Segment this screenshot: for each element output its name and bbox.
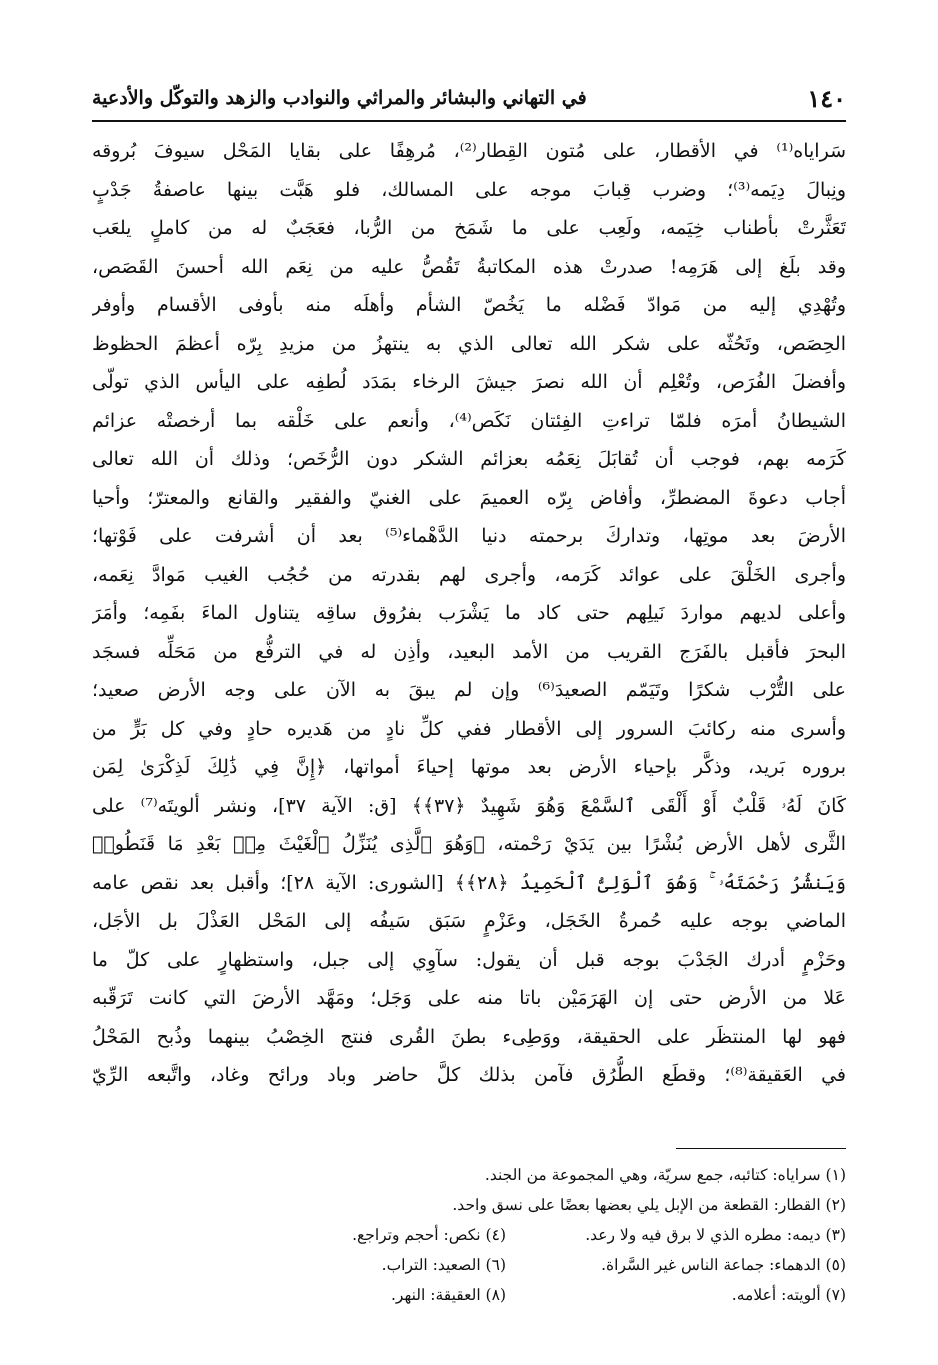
text-line: بروره بَريد، وذكَّر بإحياء الأرض بعد موتها إحياءَ أمواتها، ﴿إِنَّ فِي ذَٰلِكَ لَذِكْرَىٰ لِمَن bbox=[92, 756, 846, 778]
footnote-8: (٨) العقيقة: النهر. bbox=[390, 1286, 506, 1304]
text-line: وتُهْدِي إليه من مَوادّ فَضْله ما يَخُصّ الشأم وأهلَه منه بأوفى الأقسام وأوفر bbox=[92, 294, 846, 316]
text-line: فهو لها المنتظَر على الحقيقة، ووَطِىء بطنَ القُرى فنتج الخِصْبُ بينهما وذُبح المَحْلُ bbox=[92, 1025, 846, 1048]
page-number: ١٤٠ bbox=[807, 83, 846, 113]
text-line: البحرَ فأقبل بالفَرَج القريب من الأمد البعيد، وأذِن له في الترفُّع من مَحَلِّه فسجَد bbox=[92, 640, 846, 663]
text-line: وَيَنشُرُ رَحْمَتَهُۥ ۚ وَهُوَ ٱلْوَلِىُّ ٱلْحَمِيدُ ﴿٢٨﴾﴾ [الشورى: الآية ٢٨]؛ وأقبل بعد نقص عامه bbox=[92, 871, 846, 894]
footnote-3: (٣) ديمه: مطره الذي لا برق فيه ولا رعد. bbox=[585, 1226, 846, 1244]
text-line: عَلا من الأرض حتى إن الهَرَمَيْن باتا منه على وَجَل؛ ومَهَّد الأرضَ التي كانت تَرَقّبه bbox=[92, 987, 846, 1009]
footnote-row bbox=[92, 1280, 846, 1310]
footnote-6: (٦) الصعيد: التراب. bbox=[381, 1256, 506, 1274]
text-line: الماضي بوجه عليه حُمرةُ الخَجَل، وعَزْمٍ سَبَق سَيفُه إلى المَحْل العَذْلَ بل الأجَل، bbox=[92, 910, 846, 932]
text-line: وأفضلَ الفُرَص، وتُعْلِم أن الله نصرَ جيشَ الرخاء بمَدَد لُطفِه على اليأس الذي تولّى bbox=[92, 371, 846, 393]
body-text bbox=[92, 132, 846, 1095]
text-line: وأجرى الخَلْقَ على عوائد كَرَمه، وأجرى لهم بقدرته من حُجُب الغيب مَوادَّ نِعَمه، bbox=[92, 563, 846, 586]
text-line: سَراياه⁽¹⁾ في الأقطار، على مُتون القِطار⁽²⁾، مُرهِفًا على بقايا المَحْل سيوفَ بُروقه bbox=[92, 140, 846, 162]
text-line: على التُّرْب شكرًا وتَيَمّم الصعيدَ⁽⁶⁾ وإن لم يبقَ به الآن على وجه الأرض صعيد؛ bbox=[92, 679, 846, 701]
footnotes bbox=[92, 1160, 846, 1310]
footnote-row bbox=[92, 1160, 846, 1190]
header-divider bbox=[92, 120, 846, 122]
footnote-row bbox=[92, 1190, 846, 1220]
footnote-7: (٧) ألويته: أعلامه. bbox=[731, 1286, 846, 1304]
page-header bbox=[92, 80, 846, 116]
running-title: في التهاني والبشائر والمراثي والنوادب والزهد والتوكّل والأدعية bbox=[92, 87, 587, 109]
text-line: في العَقيقة⁽⁸⁾؛ وقطَع الطُّرُق فآمن بذلك كلَّ حاضر وباد ورائح وغاد، واتَّبعه الرِّيّ bbox=[92, 1064, 846, 1086]
text-line: كَانَ لَهُۥ قَلْبٌ أَوْ أَلْقَى ٱلسَّمْعَ وَهُوَ شَهِيدٌ ﴿٣٧﴾﴾ [ق: الآية ٣٧]، ونشر ألويتَه⁽⁷⁾ على bbox=[92, 794, 846, 817]
text-line: الثَّرى لأهل الأرض بُشْرًا بين يَدَيْ رَحْمته، ﴿وَهُوَ ٱلَّذِى يُنَزِّلُ ٱلْغَيْثَ مِنۢ بَعْدِ مَا قَنَطُوا۟ bbox=[92, 833, 846, 855]
text-line: وأعلى لديهم مواردَ نَيلِهم حتى كاد ما يَشْرَب بفرُوق ساقِه يتناول الماءَ بفَمِه؛ وأمَرَ bbox=[92, 602, 846, 624]
footnote-row bbox=[92, 1250, 846, 1280]
text-line: وأسرى منه ركائبَ السرور إلى الأقطار ففي كلِّ نادٍ من هَديره حادٍ وفي كل بَرٍّ من bbox=[92, 717, 846, 740]
footnote-divider bbox=[676, 1148, 846, 1149]
footnote-5: (٥) الدهماء: جماعة الناس غير السَّراة. bbox=[601, 1256, 846, 1274]
text-line: الشيطانُ أمرَه فلمّا تراءتِ الفِئتان نَكَص⁽⁴⁾، وأنعم على خَلْقه بما أرخصتْه عزائم bbox=[92, 409, 846, 432]
text-line: الأرضَ بعد موتِها، وتداركَ برحمته دنيا الدَّهْماء⁽⁵⁾ بعد أن أشرفت على فَوْتها؛ bbox=[92, 525, 846, 547]
text-line: وحَزْمٍ أدرك الجَدْبَ بوجه قبل أن يقول: سآوِي إلى جبل، واستظهارٍ على كلّ ما bbox=[92, 948, 846, 971]
text-line: وقد بلَغ إلى هَرَمِه! صدرتْ هذه المكاتبةُ تَقُصُّ عليه من نِعَم الله أحسنَ القَصَص، bbox=[92, 255, 846, 278]
text-line: أجاب دعوةَ المضطرِّ، وأفاض بِرّه العميمَ على الغنيّ والفقير والقانع والمعترّ؛ وأحيا bbox=[92, 486, 846, 509]
text-line: تَعَثَّرتْ بأطناب خِيَمه، ولَعِب على ما شَمَخ من الرُّبا، فعَجَبٌ له من كاملٍ يلعَب bbox=[92, 217, 846, 239]
footnote-row bbox=[92, 1220, 846, 1250]
text-line: كَرَمه بهم، فوجب أن تُقابَلَ نِعَمُه بعزائم الشكر دون الرُّخَص؛ وذلك أن الله تعالى bbox=[92, 448, 846, 470]
footnote-4: (٤) نكص: أحجم وتراجع. bbox=[352, 1226, 506, 1244]
text-line: ونِبالَ دِيَمه⁽³⁾؛ وضرب قِبابَ موجه على المسالك، فلو هَبَّت بينها عاصفةُ جَدْبٍ bbox=[92, 178, 846, 201]
footnote-1: (١) سراياه: كتائبه، جمع سريّة، وهي المجموعة من الجند. bbox=[484, 1166, 846, 1184]
text-line: الحِصَص، وتَحُثّه على شكر الله تعالى الذي به ينتهزُ من مزيدِ بِرّه أعظمَ الحظوظ bbox=[92, 332, 846, 355]
footnote-2: (٢) القطار: القطعة من الإبل يلي بعضها بعضًا على نسق واحد. bbox=[452, 1196, 846, 1214]
